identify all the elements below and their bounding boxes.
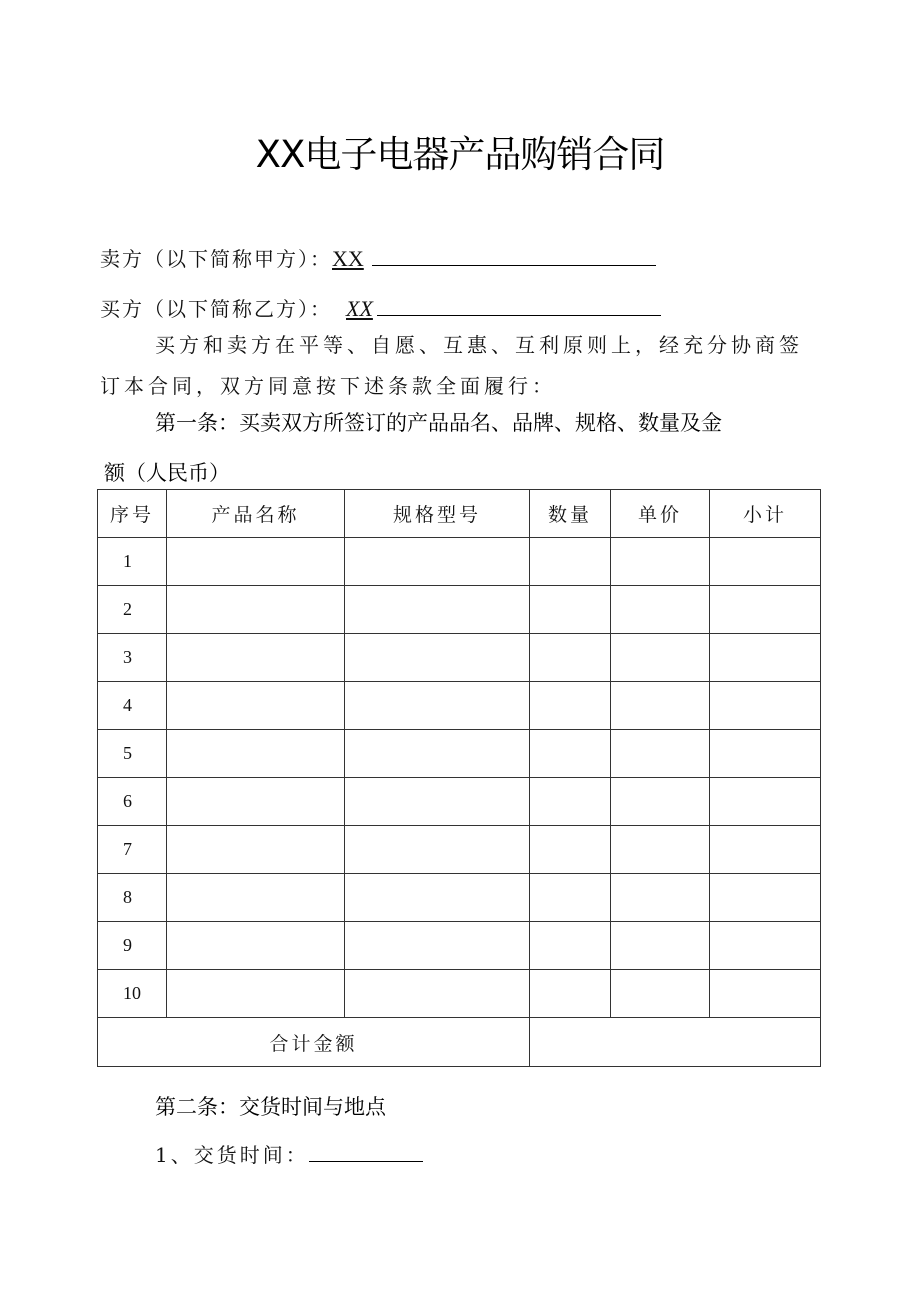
specification-cell[interactable] xyxy=(345,922,530,970)
product-name-cell[interactable] xyxy=(167,634,345,682)
product-name-cell[interactable] xyxy=(167,874,345,922)
header-specification: 规格型号 xyxy=(345,490,530,538)
subtotal-cell[interactable] xyxy=(710,682,821,730)
subtotal-cell[interactable] xyxy=(710,922,821,970)
product-name-cell[interactable] xyxy=(167,586,345,634)
quantity-cell[interactable] xyxy=(530,538,611,586)
product-table xyxy=(97,489,821,1067)
specification-cell[interactable] xyxy=(345,682,530,730)
specification-cell[interactable] xyxy=(345,586,530,634)
table-header-row xyxy=(98,490,821,538)
subtotal-cell[interactable] xyxy=(710,538,821,586)
row-index: 5 xyxy=(98,730,167,778)
row-index: 6 xyxy=(98,778,167,826)
unit-price-cell[interactable] xyxy=(611,730,710,778)
subtotal-cell[interactable] xyxy=(710,778,821,826)
specification-cell[interactable] xyxy=(345,970,530,1018)
unit-price-cell[interactable] xyxy=(611,634,710,682)
unit-price-cell[interactable] xyxy=(611,826,710,874)
table-row xyxy=(98,586,821,634)
specification-cell[interactable] xyxy=(345,874,530,922)
row-index: 3 xyxy=(98,634,167,682)
specification-cell[interactable] xyxy=(345,634,530,682)
table-row xyxy=(98,826,821,874)
row-index: 8 xyxy=(98,874,167,922)
buyer-line xyxy=(100,293,661,322)
row-index: 1 xyxy=(98,538,167,586)
seller-value: XX xyxy=(332,246,364,271)
specification-cell[interactable] xyxy=(345,778,530,826)
row-index: 4 xyxy=(98,682,167,730)
seller-label: 卖方（以下简称甲方）： xyxy=(100,247,332,271)
buyer-value: XX xyxy=(346,296,373,321)
table-row xyxy=(98,682,821,730)
total-row xyxy=(98,1018,821,1067)
table-row xyxy=(98,730,821,778)
subtotal-cell[interactable] xyxy=(710,634,821,682)
subtotal-cell[interactable] xyxy=(710,970,821,1018)
quantity-cell[interactable] xyxy=(530,970,611,1018)
total-label: 合计金额 xyxy=(98,1018,530,1067)
header-unit-price: 单价 xyxy=(611,490,710,538)
row-index: 2 xyxy=(98,586,167,634)
total-amount-cell[interactable] xyxy=(530,1018,821,1067)
buyer-label: 买方（以下简称乙方）： xyxy=(100,297,332,321)
delivery-time-blank[interactable] xyxy=(309,1141,423,1162)
header-quantity: 数量 xyxy=(530,490,611,538)
table-row xyxy=(98,970,821,1018)
seller-blank[interactable] xyxy=(372,243,656,266)
table-row xyxy=(98,922,821,970)
document-title: XX电子电器产品购销合同 xyxy=(255,133,665,176)
header-subtotal: 小计 xyxy=(710,490,821,538)
specification-cell[interactable] xyxy=(345,538,530,586)
unit-price-cell[interactable] xyxy=(611,538,710,586)
header-product-name: 产品名称 xyxy=(167,490,345,538)
delivery-time-line xyxy=(155,1139,423,1168)
table-row xyxy=(98,538,821,586)
subtotal-cell[interactable] xyxy=(710,826,821,874)
specification-cell[interactable] xyxy=(345,730,530,778)
unit-price-cell[interactable] xyxy=(611,586,710,634)
unit-price-cell[interactable] xyxy=(611,874,710,922)
clause-1-line-2: 额（人民币） xyxy=(104,461,230,485)
seller-line xyxy=(100,243,656,272)
product-name-cell[interactable] xyxy=(167,778,345,826)
quantity-cell[interactable] xyxy=(530,682,611,730)
delivery-time-label: 1、交货时间： xyxy=(155,1143,309,1167)
clause-1-line-1: 第一条：买卖双方所签订的产品品名、品牌、规格、数量及金 xyxy=(155,411,722,435)
product-name-cell[interactable] xyxy=(167,970,345,1018)
product-name-cell[interactable] xyxy=(167,922,345,970)
intro-paragraph: 买方和卖方在平等、自愿、互惠、互利原则上，经充分协商签订本合同，双方同意按下述条款全面履行： xyxy=(100,333,803,398)
product-name-cell[interactable] xyxy=(167,682,345,730)
table-row xyxy=(98,778,821,826)
unit-price-cell[interactable] xyxy=(611,682,710,730)
unit-price-cell[interactable] xyxy=(611,970,710,1018)
unit-price-cell[interactable] xyxy=(611,778,710,826)
specification-cell[interactable] xyxy=(345,826,530,874)
header-index: 序号 xyxy=(98,490,167,538)
product-name-cell[interactable] xyxy=(167,826,345,874)
row-index: 10 xyxy=(98,970,167,1018)
product-name-cell[interactable] xyxy=(167,730,345,778)
table-row xyxy=(98,874,821,922)
quantity-cell[interactable] xyxy=(530,826,611,874)
row-index: 9 xyxy=(98,922,167,970)
clause-2-title: 第二条：交货时间与地点 xyxy=(155,1095,386,1119)
quantity-cell[interactable] xyxy=(530,634,611,682)
table-row xyxy=(98,634,821,682)
subtotal-cell[interactable] xyxy=(710,586,821,634)
quantity-cell[interactable] xyxy=(530,922,611,970)
product-name-cell[interactable] xyxy=(167,538,345,586)
quantity-cell[interactable] xyxy=(530,730,611,778)
subtotal-cell[interactable] xyxy=(710,874,821,922)
row-index: 7 xyxy=(98,826,167,874)
quantity-cell[interactable] xyxy=(530,778,611,826)
subtotal-cell[interactable] xyxy=(710,730,821,778)
buyer-blank[interactable] xyxy=(377,293,661,316)
quantity-cell[interactable] xyxy=(530,874,611,922)
quantity-cell[interactable] xyxy=(530,586,611,634)
unit-price-cell[interactable] xyxy=(611,922,710,970)
